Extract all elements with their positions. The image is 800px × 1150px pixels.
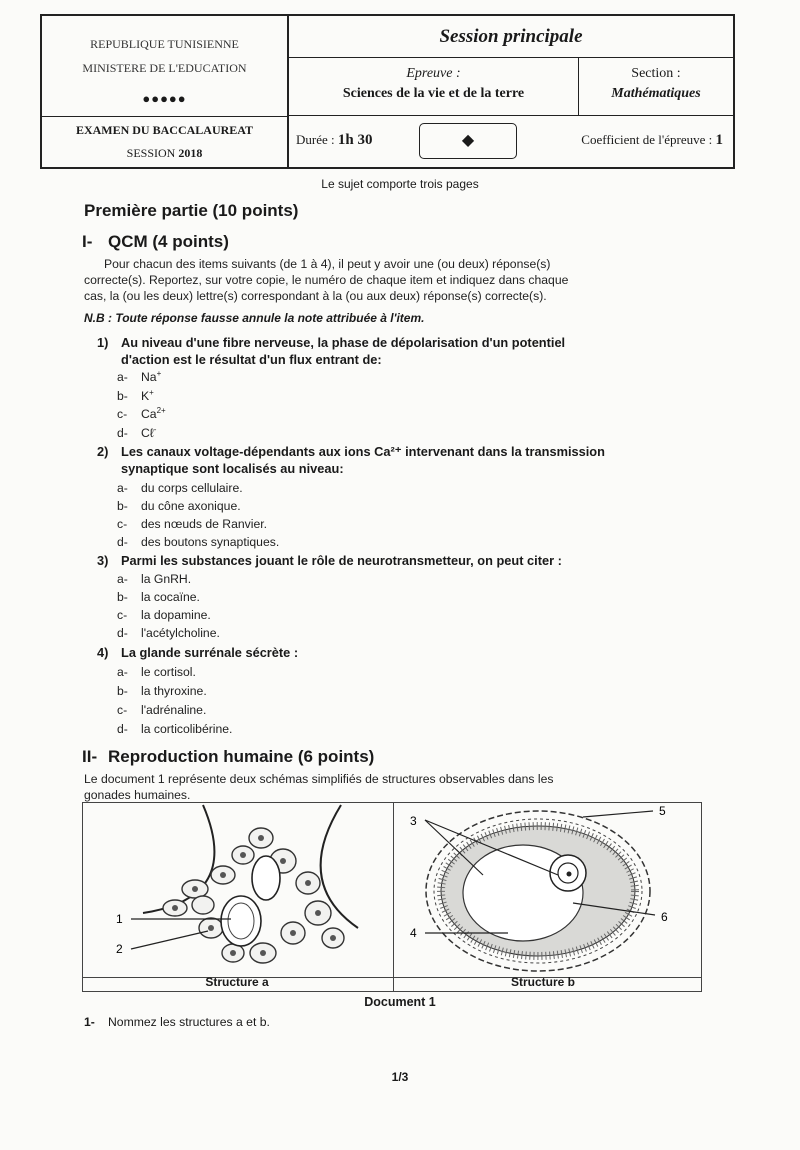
option-text: la dopamine. — [141, 608, 211, 622]
qcm-heading — [82, 232, 229, 252]
option — [117, 665, 196, 679]
duration — [296, 132, 372, 149]
header-left-cell — [42, 16, 289, 167]
option-letter: d- — [117, 535, 128, 549]
option-text: du cône axonique. — [141, 499, 241, 513]
qcm-title: QCM (4 points) — [108, 232, 229, 251]
option-letter: d- — [117, 426, 128, 441]
qcm-intro — [84, 256, 704, 304]
qcm-intro-line: Pour chacun des items suivants (de 1 à 4), il peut y avoir une (ou deux) réponse(s) — [104, 257, 551, 271]
option-letter: a- — [117, 481, 128, 495]
item-text: Les canaux voltage-dépendants aux ions Ca²⁺ intervenant dans la transmission — [121, 444, 605, 459]
option-text: l'acétylcholine. — [141, 626, 220, 640]
option — [117, 517, 267, 531]
option — [117, 425, 156, 440]
exam-header — [40, 14, 735, 169]
section-label: Section : — [631, 66, 681, 81]
option-sup: + — [156, 369, 162, 378]
coefficient — [581, 132, 723, 149]
epreuve-label: Epreuve : — [406, 66, 461, 81]
option — [117, 406, 166, 421]
qcm-intro-line: cas, la (ou les deux) lettre(s) correspondant à la (ou aux deux) réponse(s) correcte(s). — [84, 289, 547, 303]
item-number: 1) — [97, 335, 109, 350]
page-number: 1/3 — [391, 1070, 409, 1084]
label-5: 5 — [659, 804, 666, 818]
option — [117, 535, 279, 549]
structure-b-drawing — [393, 803, 702, 975]
option-text: la cocaïne. — [141, 590, 200, 604]
option-text: des nœuds de Ranvier. — [141, 517, 268, 531]
coefficient-value: 1 — [715, 132, 723, 148]
option-text: Ca — [141, 407, 157, 422]
item-text: Parmi les substances jouant le rôle de neurotransmetteur, on peut citer : — [121, 553, 562, 568]
caption-structure-a: Structure a — [205, 975, 269, 989]
repro-num: II- — [82, 747, 98, 766]
option-letter: d- — [117, 722, 128, 736]
session-label — [42, 146, 287, 161]
item-text: Au niveau d'une fibre nerveuse, la phase de dépolarisation d'un potentiel — [121, 335, 566, 350]
option-text: le cortisol. — [141, 665, 196, 679]
repro-title: Reproduction humaine (6 points) — [108, 747, 375, 766]
repro-intro — [84, 771, 704, 803]
option — [117, 703, 206, 717]
duration-label: Durée : — [296, 132, 335, 147]
item-text: d'action est le résultat d'un flux entrant de: — [121, 351, 382, 367]
option-sup: + — [149, 388, 154, 397]
option — [117, 388, 154, 403]
option — [117, 608, 211, 622]
qcm-item-2 — [97, 444, 605, 477]
divider — [42, 116, 287, 117]
option-letter: b- — [117, 389, 128, 404]
nb-note: N.B : Toute réponse fausse annule la note attribuée à l'item. — [84, 311, 425, 325]
question-text: Nommez les structures a et b. — [108, 1015, 270, 1029]
option — [117, 481, 243, 495]
option-text: la thyroxine. — [141, 684, 207, 698]
repro-intro-line: gonades humaines. — [84, 788, 191, 802]
exam-label: EXAMEN DU BACCALAUREAT — [75, 123, 254, 137]
option — [117, 572, 191, 586]
option-letter: a- — [117, 572, 128, 586]
repro-heading — [82, 747, 374, 767]
option-letter: d- — [117, 626, 128, 640]
epreuve-cell — [289, 58, 579, 116]
republic-label: REPUBLIQUE TUNISIENNE — [90, 37, 239, 51]
option-text: du corps cellulaire. — [141, 481, 243, 495]
option-letter: c- — [117, 608, 128, 622]
qcm-item-4 — [97, 645, 298, 662]
label-1: 1 — [116, 912, 123, 926]
label-6: 6 — [661, 910, 668, 924]
item-text: La glande surrénale sécrète : — [121, 645, 299, 660]
option-letter: c- — [117, 407, 128, 422]
qcm-intro-line: correcte(s). Reportez, sur votre copie, le numéro de chaque item et indiquez dans chaque — [84, 273, 569, 287]
dots-separator: ●●●●● — [142, 91, 187, 106]
option-text: des boutons synaptiques. — [141, 535, 280, 549]
ministry-label: MINISTERE DE L'EDUCATION — [82, 61, 247, 75]
repro-intro-line: Le document 1 représente deux schémas simplifiés de structures observables dans les — [84, 772, 554, 786]
qcm-num: I- — [82, 232, 93, 251]
option-text: Cℓ — [141, 426, 154, 441]
section-cell — [579, 58, 733, 116]
option-letter: a- — [117, 370, 128, 385]
option-text: K — [141, 389, 150, 404]
epreuve-value: Sciences de la vie et de la terre — [342, 86, 525, 101]
pages-note: Le sujet comporte trois pages — [321, 177, 479, 191]
session-year: 2018 — [178, 146, 203, 160]
option-letter: b- — [117, 684, 128, 698]
document-title: Document 1 — [364, 995, 436, 1009]
qcm-item-1 — [97, 335, 565, 368]
structure-a-drawing — [83, 803, 392, 975]
option-sup: - — [153, 425, 157, 434]
caption-structure-b: Structure b — [510, 975, 575, 989]
coefficient-label: Coefficient de l'épreuve : — [581, 132, 713, 147]
option-text: la corticolibérine. — [141, 722, 233, 736]
option-sup: 2+ — [156, 406, 166, 415]
label-4: 4 — [410, 926, 417, 940]
diamond-icon: ◆ — [419, 123, 517, 159]
option-text: Na — [141, 370, 157, 385]
qcm-item-3 — [97, 553, 562, 570]
question-1 — [84, 1015, 270, 1029]
item-text: synaptique sont localisés au niveau: — [121, 460, 344, 476]
option-text: la GnRH. — [141, 572, 192, 586]
option — [117, 684, 207, 698]
duration-value: 1h 30 — [337, 132, 373, 148]
option-letter: c- — [117, 703, 128, 717]
question-number: 1- — [84, 1015, 95, 1029]
duration-row — [289, 116, 733, 167]
option-letter: b- — [117, 590, 128, 604]
option — [117, 722, 232, 736]
option-letter: c- — [117, 517, 128, 531]
option-letter: b- — [117, 499, 128, 513]
option — [117, 369, 161, 384]
option — [117, 626, 220, 640]
label-2: 2 — [116, 942, 123, 956]
session-word: SESSION — [126, 146, 176, 160]
section-value: Mathématiques — [611, 86, 701, 101]
item-number: 3) — [97, 553, 109, 568]
option-letter: a- — [117, 665, 128, 679]
option — [117, 590, 200, 604]
session-title: Session principale — [289, 16, 733, 58]
item-number: 2) — [97, 444, 109, 459]
item-number: 4) — [97, 645, 109, 660]
option — [117, 499, 241, 513]
label-3: 3 — [410, 814, 417, 828]
part1-title: Première partie (10 points) — [84, 201, 299, 220]
option-text: l'adrénaline. — [141, 703, 207, 717]
